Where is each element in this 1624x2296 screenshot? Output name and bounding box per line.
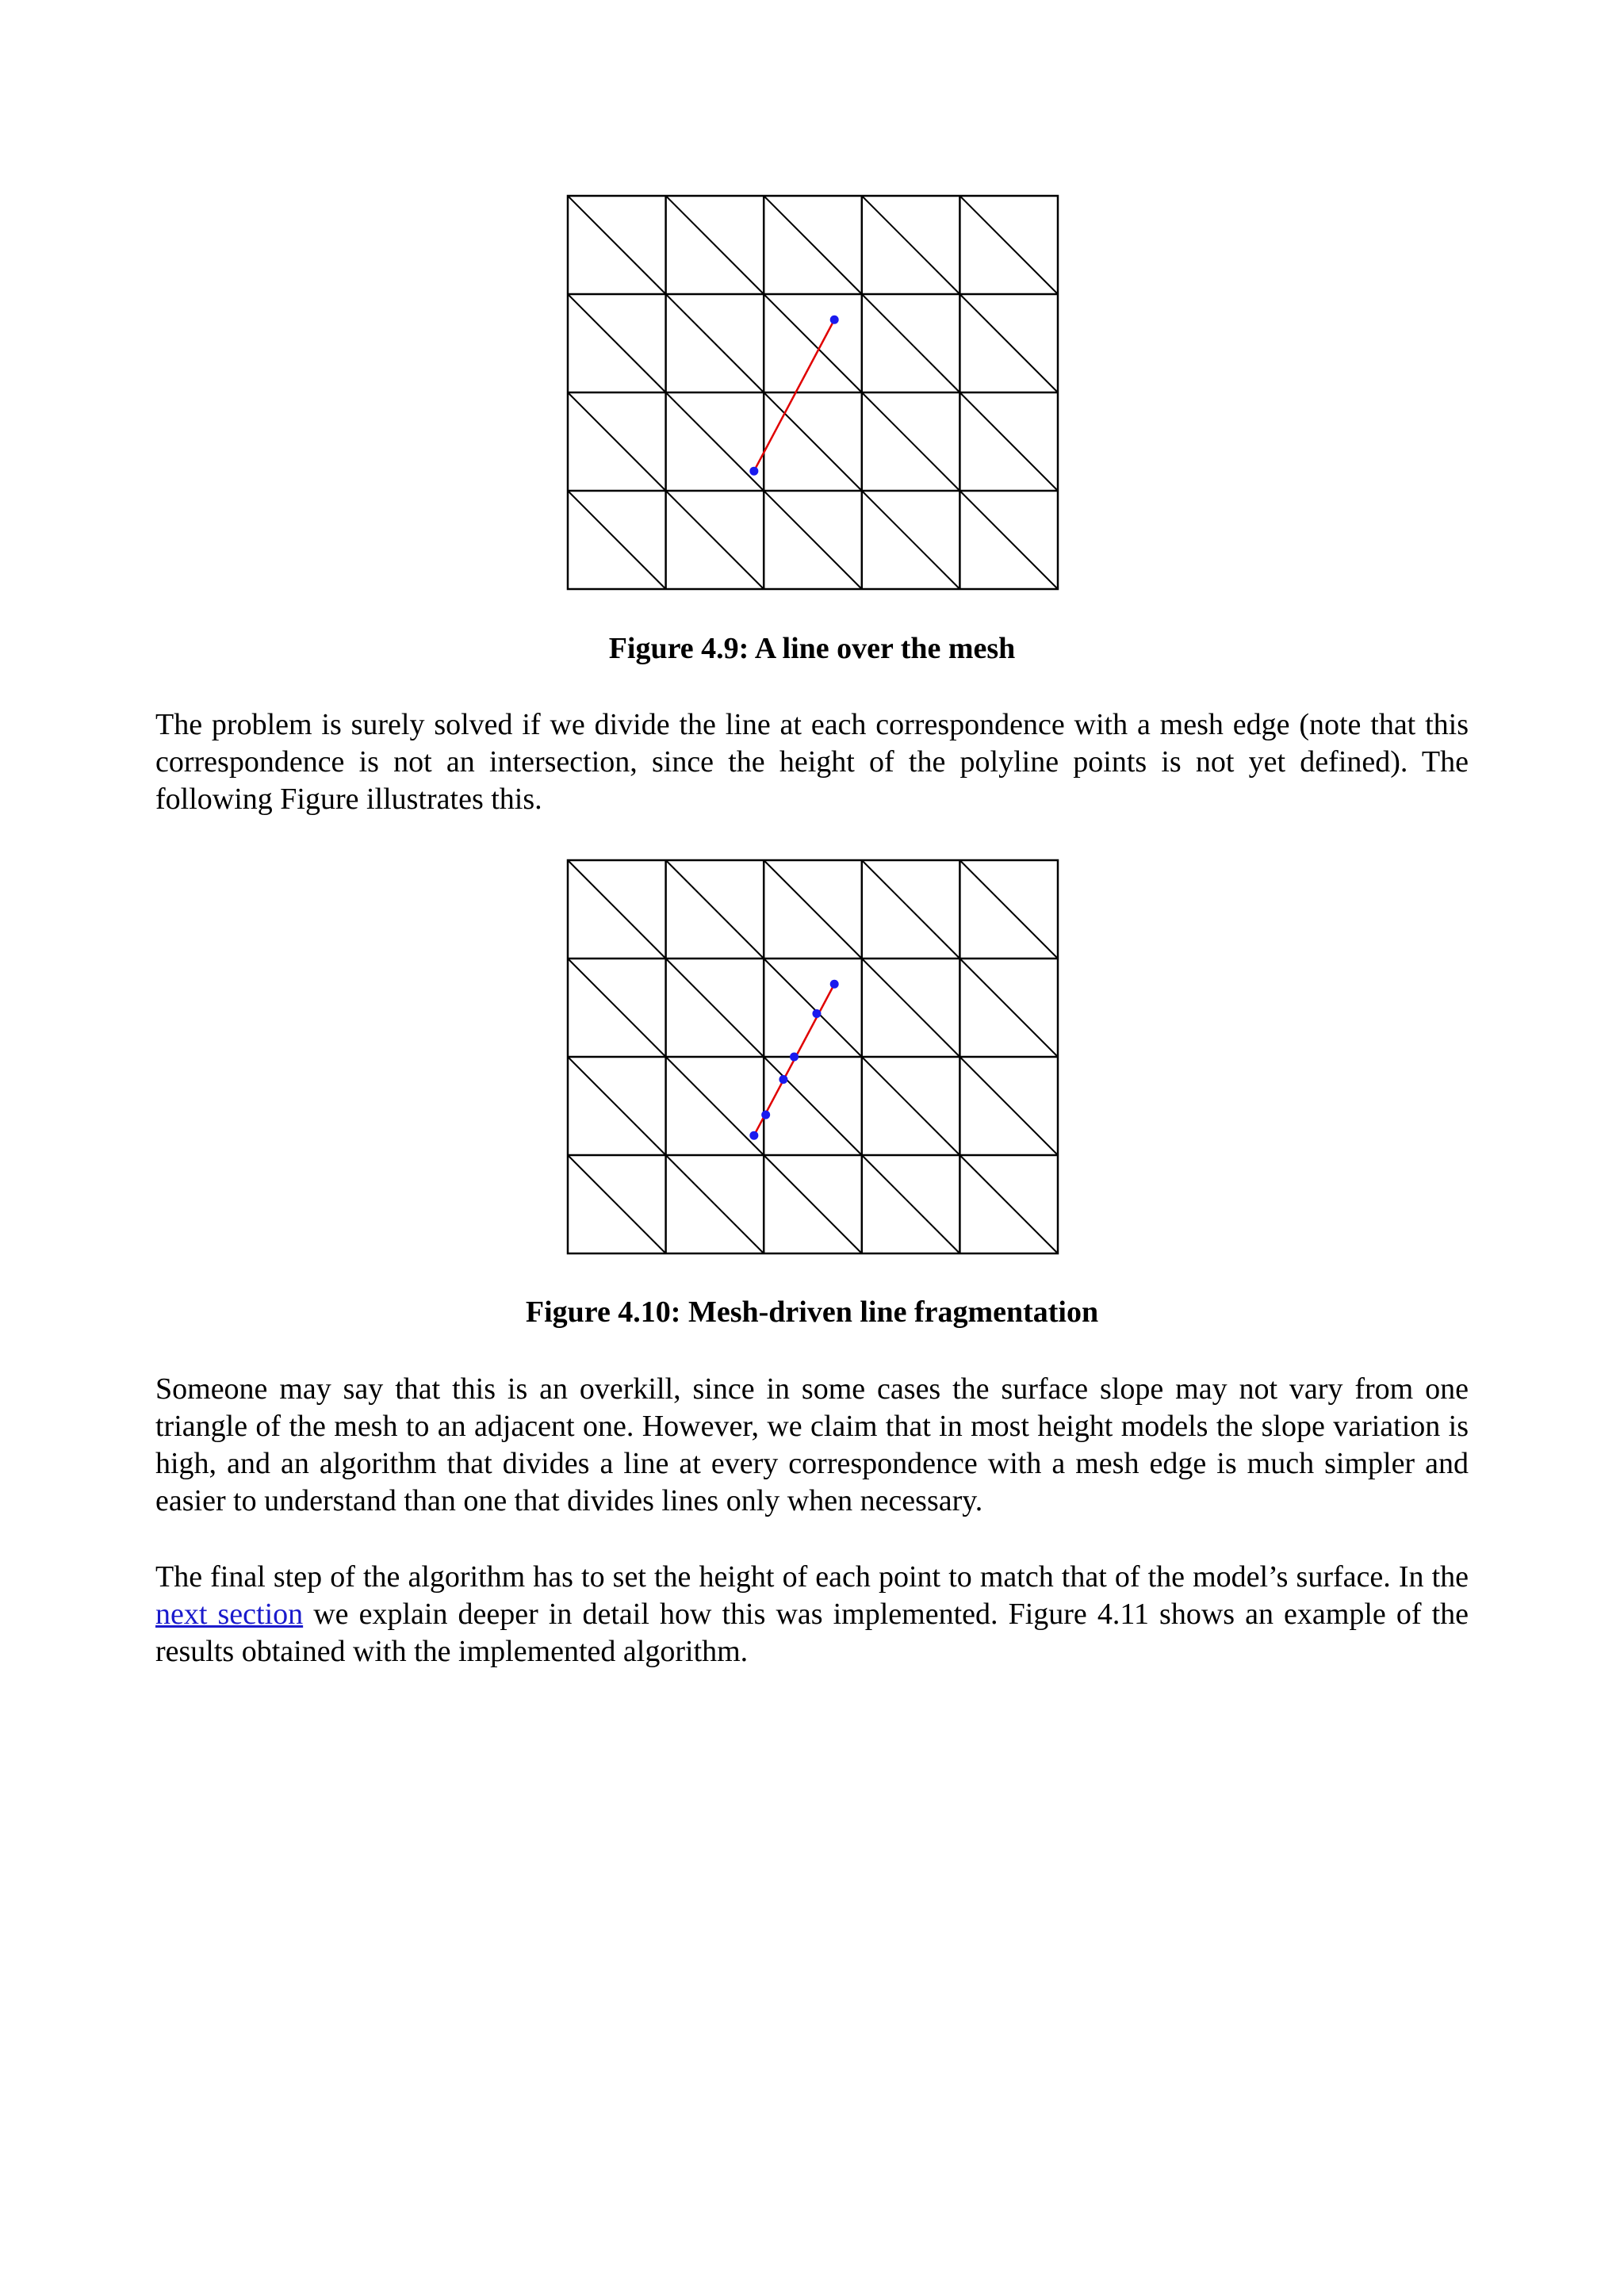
paragraph-problem-solution: The problem is surely solved if we divide the line at each correspondence with a mesh edge (note that this correspondence is not an intersection, since the height of the polyline points is not yet defined). The following Figure illustrates this. bbox=[155, 708, 1469, 816]
mesh-diagonal-edge bbox=[568, 1155, 666, 1253]
mesh-diagonal-edge bbox=[862, 860, 960, 959]
mesh-diagonal-edge bbox=[959, 1155, 1058, 1253]
mesh-diagonal-edge bbox=[764, 959, 862, 1057]
mesh-diagonal-edge bbox=[764, 294, 862, 392]
mesh-diagonal-edge bbox=[959, 392, 1058, 491]
mesh-diagonal-edge bbox=[959, 294, 1058, 392]
division-point bbox=[812, 1009, 821, 1018]
mesh-diagonal-edge bbox=[862, 196, 960, 294]
mesh-diagonal-edge bbox=[666, 491, 764, 589]
mesh-diagonal-edge bbox=[959, 1057, 1058, 1155]
division-point bbox=[779, 1075, 787, 1084]
mesh-diagonal-edge bbox=[959, 196, 1058, 294]
paragraph-final-step bbox=[155, 1559, 1469, 1670]
mesh-diagonal-edge bbox=[959, 491, 1058, 589]
paragraph-final-step-text-start: The final step of the algorithm has to set the height of each point to match that of the model’s surface. In the bbox=[155, 1560, 1469, 1594]
mesh-diagonal-edge bbox=[764, 1155, 862, 1253]
mesh-diagonal-edge bbox=[568, 392, 666, 491]
mesh-diagonal-edge bbox=[568, 959, 666, 1057]
division-point bbox=[761, 1111, 770, 1119]
line-endpoint bbox=[749, 467, 758, 476]
next-section-link[interactable]: next section bbox=[155, 1598, 304, 1631]
mesh-diagonal-edge bbox=[666, 1155, 764, 1253]
mesh-diagonal-edge bbox=[862, 392, 960, 491]
line-endpoint bbox=[830, 316, 839, 324]
mesh-diagonal-edge bbox=[862, 294, 960, 392]
mesh-diagonal-edge bbox=[568, 491, 666, 589]
figure-4-9-caption: Figure 4.9: A line over the mesh bbox=[608, 632, 1016, 665]
mesh-diagonal-edge bbox=[764, 1057, 862, 1155]
mesh-diagonal-edge bbox=[568, 860, 666, 959]
mesh-diagonal-edge bbox=[862, 1057, 960, 1155]
mesh-diagonal-edge bbox=[959, 959, 1058, 1057]
mesh-diagonal-edge bbox=[568, 1057, 666, 1155]
mesh-diagonal-edge bbox=[862, 491, 960, 589]
mesh-diagram bbox=[566, 859, 1059, 1255]
mesh-diagonal-edge bbox=[764, 392, 862, 491]
paragraph-final-step-text-end: we explain deeper in detail how this was implemented. Figure 4.11 shows an example of the results obtained with the implemented algorithm. bbox=[155, 1598, 1469, 1668]
mesh-diagonal-edge bbox=[764, 491, 862, 589]
mesh-diagram bbox=[566, 194, 1059, 591]
mesh-diagonal-edge bbox=[568, 196, 666, 294]
mesh-diagonal-edge bbox=[666, 1057, 764, 1155]
figure-4-9-mesh bbox=[566, 194, 1059, 591]
division-point bbox=[790, 1053, 799, 1062]
mesh-diagonal-edge bbox=[764, 196, 862, 294]
mesh-diagonal-edge bbox=[666, 294, 764, 392]
mesh-diagonal-edge bbox=[959, 860, 1058, 959]
mesh-diagonal-edge bbox=[666, 860, 764, 959]
line-endpoint bbox=[749, 1131, 758, 1140]
mesh-diagonal-edge bbox=[862, 1155, 960, 1253]
mesh-diagonal-edge bbox=[568, 294, 666, 392]
paragraph-overkill-discussion: Someone may say that this is an overkill, since in some cases the surface slope may not vary from one triangle of the mesh to an adjacent one. However, we claim that in most height models the slope variation is high, and an algorithm that divides a line at every correspondence with a mesh edge is much simpler and easier to understand than one that divides lines only when necessary. bbox=[155, 1372, 1469, 1517]
mesh-diagonal-edge bbox=[862, 959, 960, 1057]
figure-4-10-mesh bbox=[566, 859, 1059, 1255]
line-endpoint bbox=[830, 980, 839, 989]
figure-4-10-caption: Figure 4.10: Mesh-driven line fragmentation bbox=[525, 1295, 1099, 1329]
mesh-diagonal-edge bbox=[666, 959, 764, 1057]
mesh-diagonal-edge bbox=[666, 196, 764, 294]
mesh-diagonal-edge bbox=[764, 860, 862, 959]
mesh-diagonal-edge bbox=[666, 392, 764, 491]
